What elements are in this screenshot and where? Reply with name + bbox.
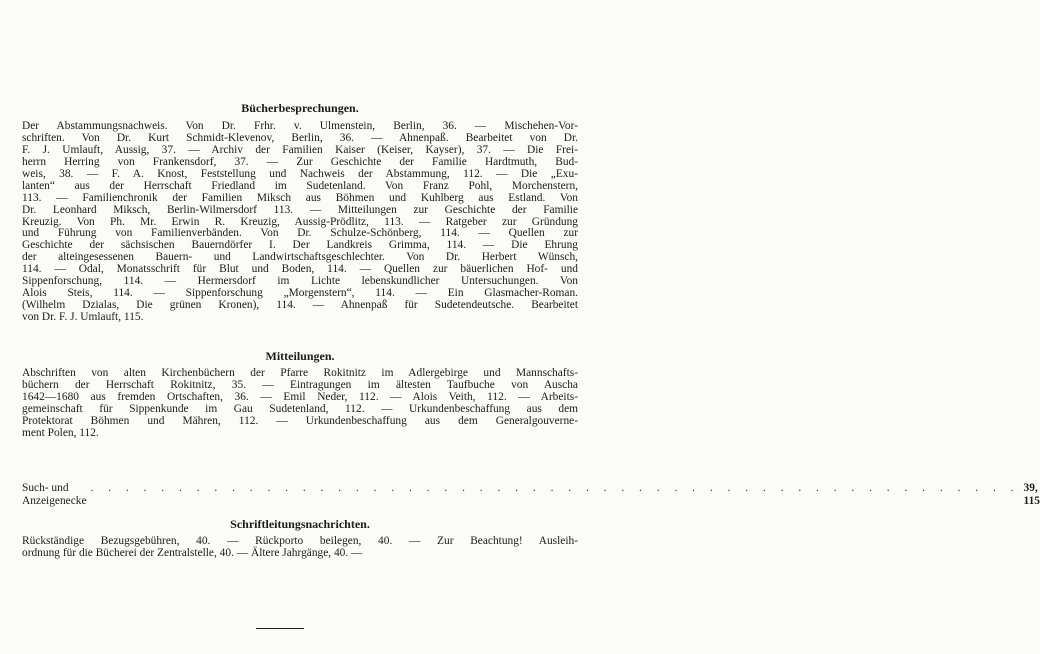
text-line: Abschriften von alten Kirchenbüchern der Pfarre Rokitnitz im Adlergebirge und Mannschafts-: [22, 367, 578, 379]
closing-rule: [256, 628, 304, 629]
text-line: und Führung von Familienverbänden. Von Dr. Schulze-Schönberg, 114. — Quellen zur: [22, 227, 578, 240]
section-heading: Mitteilungen.: [265, 349, 335, 363]
text-line: Sippenforschung, 114. — Hermersdorf im Lichte lebenskundlicher Untersuchungen. Von: [22, 275, 578, 288]
text-line: ordnung für die Bücherei der Zentralstelle, 40. — Ältere Jahrgänge, 40. —: [22, 546, 363, 559]
section-body: [22, 121, 578, 324]
text-line: Geschichte der sächsischen Bauerndörfer I. Der Landkreis Grimma, 114. — Die Ehrung: [22, 239, 578, 252]
text-line: lanten“ aus der Herrschaft Friedland im Sudetenland. Von Franz Pohl, Morchenstern,: [22, 179, 578, 192]
section-heading: Bücherbesprechungen.: [241, 101, 359, 115]
text-line: gemeinschaft für Sippenkunde im Gau Sudetenland, 112. — Urkundenbeschaffung aus dem: [22, 402, 578, 415]
text-line: 114. — Odal, Monatsschrift für Blut und Boden, 114. — Quellen zur bäuerlichen Hof- und: [22, 263, 578, 276]
text-line: Rückständige Bezugsgebühren, 40. — Rückporto beilegen, 40. — Zur Beachtung! Ausleih-: [22, 535, 578, 547]
text-line: schriften. Von Dr. Kurt Schmidt-Klevenov, Berlin, 36. — Ahnenpaß. Bearbeitet von Dr.: [22, 131, 578, 144]
text-line: Alois Steis, 114. — Sippenforschung „Morgenstern“, 114. — Ein Glasmacher-Roman.: [22, 287, 578, 300]
section-body: [22, 536, 578, 560]
text-line: von Dr. F. J. Umlauft, 115.: [22, 311, 144, 323]
toc-label: Such- und Anzeigenecke: [22, 482, 87, 507]
toc-entry-such-und-anzeigenecke: [22, 482, 1040, 508]
section-schriftleitungsnachrichten: [22, 517, 578, 560]
text-line: (Wilhelm Dzialas, Die grünen Kronen), 114. — Ahnenpaß für Sudetendeutsche. Bearbeitet: [22, 299, 578, 312]
text-line: ment Polen, 112.: [22, 426, 99, 439]
section-heading: Schriftleitungsnachrichten.: [230, 517, 370, 531]
text-line: Protektorat Böhmen und Mähren, 112. — Urkundenbeschaffung aus dem Generalgouverne-: [22, 414, 578, 427]
text-line: Der Abstammungsnachweis. Von Dr. Frhr. v. Ulmenstein, Berlin, 36. — Mischehen-Vor-: [22, 120, 578, 132]
section-buecherbesprechungen: [22, 101, 578, 324]
leader-dots: . . . . . . . . . . . . . . . . . . . . . . . . . . . . . . . . . . . . . . . . . . . . . . . . . . . . .: [90, 482, 1020, 494]
text-line: büchern der Herrschaft Rokitnitz, 35. — Eintragungen im ältesten Taufbuche von Auscha: [22, 378, 578, 391]
text-line: herrn Herring von Frankensdorf, 37. — Zur Geschichte der Familie Hardtmuth, Bud-: [22, 155, 578, 168]
section-mitteilungen: [22, 349, 578, 440]
section-body: [22, 368, 578, 440]
text-line: 1642—1680 aus fremden Ortschaften, 36. — Emil Neder, 112. — Alois Veith, 112. — Arbeits-: [22, 390, 578, 403]
text-line: Kreuzig. Von Ph. Mr. Erwin R. Kreuzig, Aussig-Prödlitz, 113. — Ratgeber zur Gründung: [22, 215, 578, 228]
toc-pages: 39, 115: [1023, 482, 1040, 507]
text-line: 113. — Familienchronik der Familien Miksch aus Böhmen und Kuhlberg aus Estland. Von: [22, 191, 578, 204]
text-line: Dr. Leonhard Miksch, Berlin-Wilmersdorf 113. — Mitteilungen zur Geschichte der Familie: [22, 203, 578, 216]
text-line: der alteingesessenen Bauern- und Landwirtschaftsgeschlechter. Von Dr. Herbert Wünsch,: [22, 251, 578, 264]
text-line: weis, 38. — F. A. Knost, Feststellung und Nachweis der Abstammung, 112. — Die „Exu-: [22, 167, 578, 180]
text-line: F. J. Umlauft, Aussig, 37. — Archiv der Familien Kaiser (Keiser, Kayser), 37. — Die Frei-: [22, 143, 578, 156]
